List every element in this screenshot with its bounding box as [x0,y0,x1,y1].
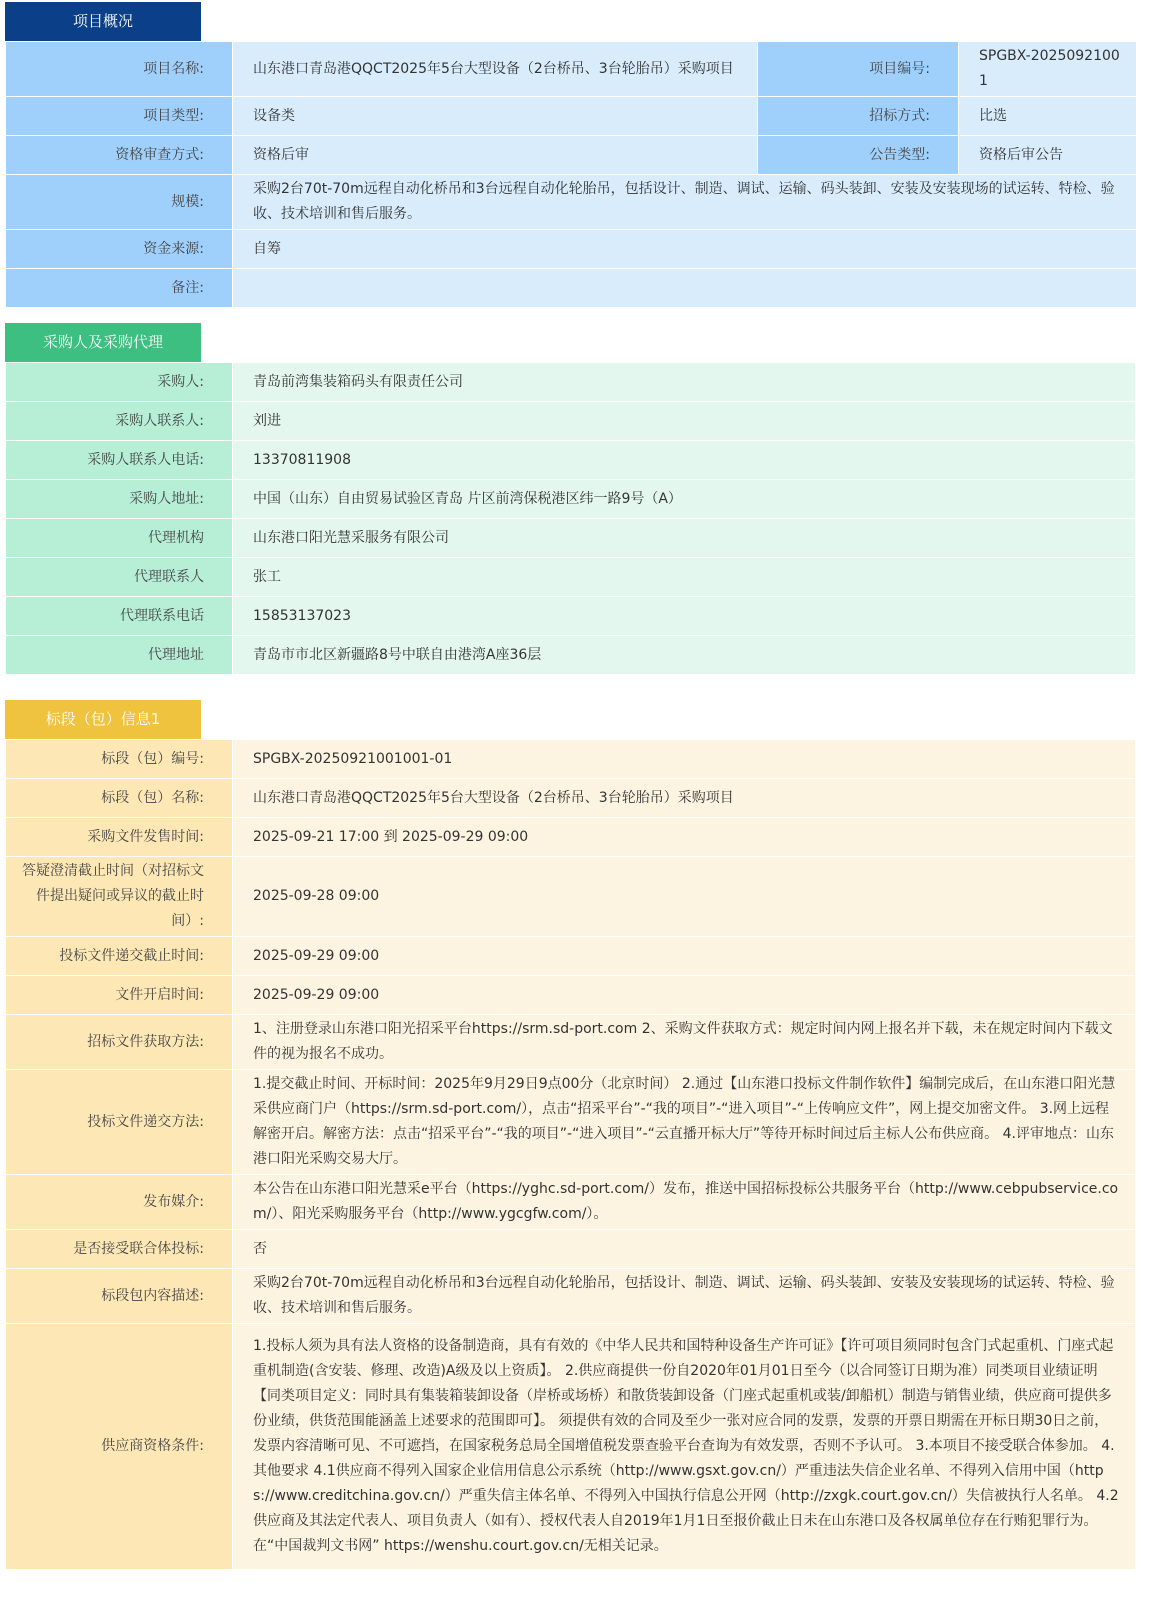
table-row [6,519,1136,558]
purchaser-label: 采购人: [6,363,233,402]
table-row [6,363,1136,402]
table-row [6,269,1137,308]
table-row [6,136,1137,175]
lot-info-tab[interactable]: 标段（包）信息1 [5,700,201,739]
announcement-type-label: 公告类型: [758,136,959,175]
project-overview-tab[interactable]: 项目概况 [5,2,201,41]
table-row [6,1175,1136,1230]
bid-deadline-value: 2025-09-29 09:00 [233,937,1136,976]
purchaser-contact-value: 刘进 [233,402,1136,441]
agency-address-value: 青岛市市北区新疆路8号中联自由港湾A座36层 [233,636,1136,675]
table-row [6,42,1137,97]
lot-number-value: SPGBX-20250921001001-01 [233,740,1136,779]
remarks-label: 备注: [6,269,233,308]
purchaser-phone-value: 13370811908 [233,441,1136,480]
purchaser-contact-label: 采购人联系人: [6,402,233,441]
table-row [6,1230,1136,1269]
table-row [6,818,1136,857]
purchaser-address-label: 采购人地址: [6,480,233,519]
purchaser-agent-section [5,323,1141,675]
bid-method-label: 招标方式: [758,97,959,136]
table-row [6,976,1136,1015]
lot-number-label: 标段（包）编号: [6,740,233,779]
table-row [6,1269,1136,1324]
purchaser-address-value: 中国（山东）自由贸易试验区青岛 片区前湾保税港区纬一路9号（A） [233,480,1136,519]
consortium-label: 是否接受联合体投标: [6,1230,233,1269]
supplier-qualification-label: 供应商资格条件: [6,1324,233,1570]
bid-deadline-label: 投标文件递交截止时间: [6,937,233,976]
table-row [6,441,1136,480]
bid-submission-method-value: 1.提交截止时间、开标时间：2025年9月29日9点00分（北京时间） 2.通过【山东港口投标文件制作软件】编制完成后，在山东港口阳光慧采供应商门户（https://srm.sd-port.com/），点击“招采平台”-“我的项目”-“进入项目”-“上传响应文件”，网上提交加密文件。 3.网上远程解密开启。解密方法：点击“招采平台”-“我的项目”-“进入项目”-“云直播开标大厅”等待开标时间过后主标人公布供应商。 4.评审地点：山东港口阳光采购交易大厅。 [233,1070,1136,1175]
publish-media-value: 本公告在山东港口阳光慧采e平台（https://yghc.sd-port.com/）发布，推送中国招标投标公共服务平台（http://www.cebpubservice.com/）、阳光采购服务平台（http://www.ygcgfw.com/）。 [233,1175,1136,1230]
bid-opening-value: 2025-09-29 09:00 [233,976,1136,1015]
lot-description-value: 采购2台70t-70m远程自动化桥吊和3台远程自动化轮胎吊，包括设计、制造、调试、运输、码头装卸、安装及安装现场的试运转、特检、验收、技术培训和售后服务。 [233,1269,1136,1324]
clarification-deadline-label: 答疑澄清截止时间（对招标文件提出疑问或异议的截止时间）: [6,857,233,937]
table-row [6,558,1136,597]
qualification-review-value: 资格后审 [233,136,758,175]
table-row [6,740,1136,779]
lot-name-value: 山东港口青岛港QQCT2025年5台大型设备（2台桥吊、3台轮胎吊）采购项目 [233,779,1136,818]
lot-description-label: 标段包内容描述: [6,1269,233,1324]
announcement-type-value: 资格后审公告 [959,136,1137,175]
lot-info-section [5,700,1141,1570]
project-name-label: 项目名称: [6,42,233,97]
table-row [6,1070,1136,1175]
agency-phone-label: 代理联系电话 [6,597,233,636]
scale-value: 采购2台70t-70m远程自动化桥吊和3台远程自动化轮胎吊，包括设计、制造、调试、运输、码头装卸、安装及安装现场的试运转、特检、验收、技术培训和售后服务。 [233,175,1137,230]
project-type-label: 项目类型: [6,97,233,136]
table-row [6,597,1136,636]
table-row [6,1015,1136,1070]
project-number-label: 项目编号: [758,42,959,97]
agency-contact-value: 张工 [233,558,1136,597]
table-row [6,230,1137,269]
qualification-review-label: 资格审查方式: [6,136,233,175]
project-overview-section [5,2,1141,308]
doc-acquisition-label: 招标文件获取方法: [6,1015,233,1070]
project-name-value: 山东港口青岛港QQCT2025年5台大型设备（2台桥吊、3台轮胎吊）采购项目 [233,42,758,97]
agency-address-label: 代理地址 [6,636,233,675]
lot-info-table [5,739,1136,1570]
remarks-value [233,269,1137,308]
purchaser-agent-tab[interactable]: 采购人及采购代理 [5,323,201,362]
project-overview-table [5,41,1137,308]
funding-source-value: 自筹 [233,230,1137,269]
clarification-deadline-value: 2025-09-28 09:00 [233,857,1136,937]
table-row [6,636,1136,675]
bid-submission-method-label: 投标文件递交方法: [6,1070,233,1175]
purchaser-agent-table [5,362,1136,675]
bid-opening-label: 文件开启时间: [6,976,233,1015]
agency-value: 山东港口阳光慧采服务有限公司 [233,519,1136,558]
doc-sale-time-value: 2025-09-21 17:00 到 2025-09-29 09:00 [233,818,1136,857]
table-row [6,97,1137,136]
purchaser-value: 青岛前湾集装箱码头有限责任公司 [233,363,1136,402]
project-type-value: 设备类 [233,97,758,136]
bid-method-value: 比选 [959,97,1137,136]
agency-phone-value: 15853137023 [233,597,1136,636]
publish-media-label: 发布媒介: [6,1175,233,1230]
table-row [6,175,1137,230]
lot-name-label: 标段（包）名称: [6,779,233,818]
doc-sale-time-label: 采购文件发售时间: [6,818,233,857]
funding-source-label: 资金来源: [6,230,233,269]
purchaser-phone-label: 采购人联系人电话: [6,441,233,480]
agency-label: 代理机构 [6,519,233,558]
scale-label: 规模: [6,175,233,230]
table-row [6,480,1136,519]
project-number-value: SPGBX-20250921001 [959,42,1137,97]
table-row [6,402,1136,441]
table-row [6,1324,1136,1570]
consortium-value: 否 [233,1230,1136,1269]
table-row [6,857,1136,937]
agency-contact-label: 代理联系人 [6,558,233,597]
table-row [6,779,1136,818]
table-row [6,937,1136,976]
doc-acquisition-value: 1、注册登录山东港口阳光招采平台https://srm.sd-port.com 2、采购文件获取方式：规定时间内网上报名并下载，未在规定时间内下载文件的视为报名不成功。 [233,1015,1136,1070]
supplier-qualification-value: 1.投标人须为具有法人资格的设备制造商，具有有效的《中华人民共和国特种设备生产许可证》【许可项目须同时包含门式起重机、门座式起重机制造(含安装、修理、改造)A级及以上资质】。 2.供应商提供一份自2020年01月01日至今（以合同签订日期为准）同类项目业绩证明【同类项目定义：同时具有集装箱装卸设备（岸桥或场桥）和散货装卸设备（门座式起重机或装/卸船机）制造与销售业绩，供应商可提供多份业绩，供货范围能涵盖上述要求的范围即可】。 须提供有效的合同及至少一张对应合同的发票，发票的开票日期需在开标日期30日之前，发票内容清晰可见、不可遮挡，在国家税务总局全国增值税发票查验平台查询为有效发票，否则不予认可。 3.本项目不接受联合体参加。 4.其他要求 4.1供应商不得列入国家企业信用信息公示系统（http://www.gsxt.gov.cn/）严重违法失信企业名单、不得列入信用中国（https://www.creditchina.gov.cn/）严重失信主体名单、不得列入中国执行信息公开网（http://zxgk.court.gov.cn/）失信被执行人名单。 4.2供应商及其法定代表人、项目负责人（如有）、授权代表人自2019年1月1日至报价截止日未在山东港口及各权属单位存在行贿犯罪行为。在“中国裁判文书网” https://wenshu.court.gov.cn/无相关记录。 [233,1324,1136,1570]
